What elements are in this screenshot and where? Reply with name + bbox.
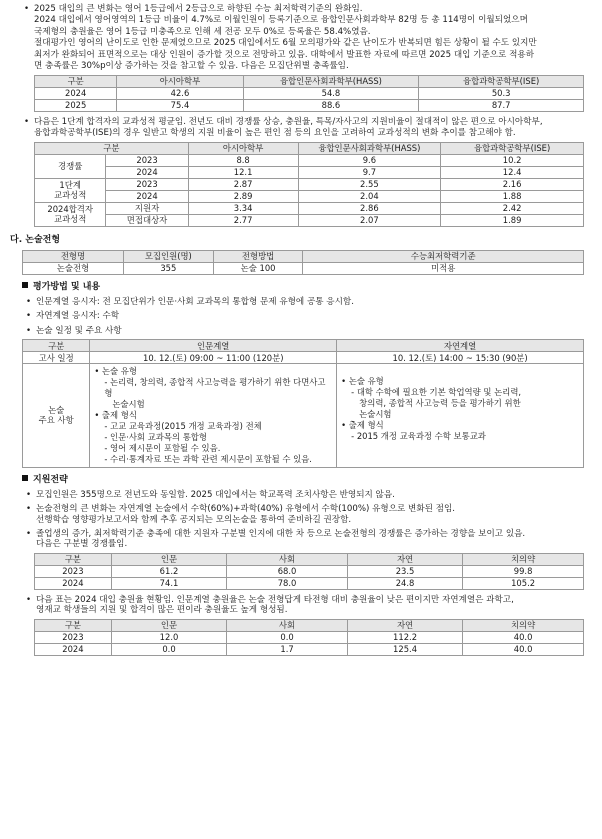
table-cell: 23.5 xyxy=(347,565,462,577)
table-cell: 24.8 xyxy=(347,577,462,589)
bullet-icon: • xyxy=(24,4,30,14)
table-cell: 2.04 xyxy=(298,190,441,202)
text-line: 국제형의 충원율은 영어 1등급 미충족으로 인해 세 전공 모두 0%로 등록율은 58.4%였음. xyxy=(34,26,371,37)
bullet-icon: • xyxy=(26,325,32,336)
text-line: 최저가 완화되어 표면적으로는 대상 인원이 증가할 것으로 전망하고 있음. 대학에서 발표한 자료에 따르면 2025 대입 기준으로 적용하 xyxy=(34,49,534,60)
detail-line: 논술시험 xyxy=(359,409,392,420)
table-cell: 1.89 xyxy=(441,214,584,226)
table-header: 구분 xyxy=(35,75,117,87)
table-header: 전형방법 xyxy=(213,250,303,262)
table-row xyxy=(35,577,584,589)
table-row xyxy=(35,99,584,111)
table-row xyxy=(35,154,584,166)
table-header: 융합과학공학부(ISE) xyxy=(441,142,584,154)
essay-schedule-table xyxy=(22,339,584,467)
table-header: 사회 xyxy=(227,619,348,631)
list-item-text: 졸업생의 증가, 최저학력기준 충족에 대한 지원자 구분별 인지에 대한 차 등으로 논술전형의 경쟁률은 증가하는 경향을 보이고 있음. xyxy=(36,528,526,539)
table-header: 아시아학부 xyxy=(117,75,243,87)
bullet-icon: • xyxy=(26,311,32,322)
table-cell: 40.0 xyxy=(463,643,584,655)
table-header: 융합과학공학부(ISE) xyxy=(419,75,584,87)
list-item-text: 논술 일정 및 주요 사항 xyxy=(36,325,122,336)
row-label-line: 주요 사항 xyxy=(38,415,74,426)
row-label-line: 교과성적 xyxy=(53,190,87,201)
table-header: 융합인문사회과학부(HASS) xyxy=(243,75,419,87)
table-row xyxy=(35,631,584,643)
table-cell: 12.0 xyxy=(111,631,226,643)
list-item-text: 인문계열 응시자: 전 모집단위가 인문·사회 교과목의 통합형 문제 유형에 공통 응시함. xyxy=(36,296,354,307)
table-header: 치의약 xyxy=(463,619,584,631)
table-header: 구분 xyxy=(35,142,189,154)
science-details xyxy=(337,364,584,467)
table-cell: 87.7 xyxy=(419,99,584,111)
bullet-icon: • xyxy=(26,489,32,500)
table-header: 인문계열 xyxy=(90,340,337,352)
table-cell: 논술전형 xyxy=(23,262,124,274)
table-header: 자연 xyxy=(347,619,462,631)
table-cell: 2.42 xyxy=(441,202,584,214)
table-row xyxy=(35,202,584,214)
text-line: 2025 대입의 큰 변화는 영어 1등급에서 2등급으로 하향된 수능 최저학력기준의 완화임. xyxy=(34,4,363,14)
table-row xyxy=(35,643,584,655)
table-cell: 2.16 xyxy=(441,178,584,190)
list-item-text: 다음 표는 2024 대입 충원율 현황임. 인문계열 충원율은 논술 전형답게 타전형 대비 충원율이 낮은 편이지만 자연계열은 과학고, xyxy=(36,594,514,605)
table-cell: 2024 xyxy=(106,166,188,178)
table-cell: 2.87 xyxy=(188,178,298,190)
detail-line: - 영어 제시문이 포함될 수 있음. xyxy=(104,442,221,453)
table-header: 치의약 xyxy=(463,553,584,565)
table-cell: 40.0 xyxy=(463,631,584,643)
grade-paragraph xyxy=(22,117,584,139)
list-item xyxy=(22,490,584,500)
text-line: 융합과학공학부(ISE)의 경우 일반고 학생의 지원 비율이 높은 편인 점 등의 요인을 고려하여 교과성적의 변화 추이를 참고해야 함. xyxy=(34,128,516,139)
table-header: 인문 xyxy=(111,553,226,565)
table-header: 구분 xyxy=(23,340,90,352)
table-cell: 1.7 xyxy=(227,643,348,655)
essay-overview-table xyxy=(22,250,584,275)
table-cell: 2023 xyxy=(35,631,112,643)
detail-line: • 논술 유형 xyxy=(94,366,137,377)
table-cell: 125.4 xyxy=(347,643,462,655)
row-label-line: 교과성적 xyxy=(53,214,87,225)
table-header: 모집인원(명) xyxy=(123,250,213,262)
list-item xyxy=(22,529,584,550)
table-row xyxy=(23,364,584,467)
table-cell: 2.86 xyxy=(298,202,441,214)
detail-line: - 논리력, 창의력, 종합적 사고능력을 평가하기 위한 다면사고형 xyxy=(104,377,326,399)
table-cell: 2023 xyxy=(35,565,112,577)
row-label xyxy=(23,364,90,467)
table-row xyxy=(35,87,584,99)
table-cell: 2.07 xyxy=(298,214,441,226)
table-row xyxy=(35,190,584,202)
humanities-details xyxy=(90,364,337,467)
table-cell: 75.4 xyxy=(117,99,243,111)
bullet-icon: • xyxy=(24,116,30,127)
table-cell: 9.6 xyxy=(298,154,441,166)
table-cell: 99.8 xyxy=(463,565,584,577)
table-row xyxy=(35,166,584,178)
table-cell: 0.0 xyxy=(111,643,226,655)
table-row xyxy=(35,565,584,577)
table-cell: 미적용 xyxy=(303,262,584,274)
text-line: 절대평가인 영어의 난이도로 인한 문제였으므로 2025 대입에서도 6월 모의평가와 같은 난이도가 반복되면 힘든 상황이 될 수도 있지만 xyxy=(34,38,537,49)
fill-rate-table xyxy=(34,619,584,656)
table-cell: 355 xyxy=(123,262,213,274)
detail-line: - 인문·사회 교과목의 통합형 xyxy=(104,431,207,442)
table-cell: 2024 xyxy=(35,643,112,655)
table-cell: 2025 xyxy=(35,99,117,111)
table-cell: 68.0 xyxy=(227,565,348,577)
table-cell: 12.4 xyxy=(441,166,584,178)
list-item-text: 자연계열 응시자: 수학 xyxy=(36,311,120,322)
list-item xyxy=(22,326,584,336)
table-cell: 8.8 xyxy=(188,154,298,166)
detail-line: 논술시험 xyxy=(112,399,145,410)
text-line: 다음은 1단계 합격자의 교과성적 평균임. 전년도 대비 경쟁률 상승, 충원율, 특목/자사고의 지원비율이 절대적이 않은 편으로 아시아학부, xyxy=(34,116,543,127)
detail-line: • 논술 유형 xyxy=(341,376,384,387)
table-cell: 10. 12.(토) 14:00 ~ 15:30 (90분) xyxy=(337,352,584,364)
list-item-text: 영재교 학생들의 지원 및 합격이 많은 편이라 충원율도 높게 형성됨. xyxy=(36,605,288,616)
table-cell: 10.2 xyxy=(441,154,584,166)
table-row xyxy=(23,352,584,364)
table-cell: 88.6 xyxy=(243,99,419,111)
table-cell: 50.3 xyxy=(419,87,584,99)
square-bullet-icon xyxy=(22,475,28,481)
text-line: 2024 대입에서 영어영역의 1등급 비율이 4.7%로 이월인원이 등록기준으로 융합인문사회과학부 82명 등 총 114명이 이월되었으며 xyxy=(34,15,528,26)
bullet-icon: • xyxy=(26,296,32,307)
table-cell: 면접대상자 xyxy=(106,214,188,226)
table-row xyxy=(23,262,584,274)
table-cell: 10. 12.(토) 09:00 ~ 11:00 (120분) xyxy=(90,352,337,364)
detail-line: - 고교 교육과정(2015 개정 교육과정) 전체 xyxy=(104,420,262,431)
table-cell: 12.1 xyxy=(188,166,298,178)
table-cell: 2.77 xyxy=(188,214,298,226)
table-cell: 3.34 xyxy=(188,202,298,214)
table-cell: 2024 xyxy=(106,190,188,202)
table-cell: 112.2 xyxy=(347,631,462,643)
competition-rate-table xyxy=(34,553,584,590)
table-row xyxy=(35,178,584,190)
text-line: 면 충족률은 30%p이상 증가하는 것을 참고할 수 있음. 다음은 모집단위별 충족률임. xyxy=(34,61,349,72)
list-item-text: 모집인원은 355명으로 전년도와 동일함. 2025 대입에서는 학교폭력 조치사항은 반영되지 않음. xyxy=(36,489,395,500)
bullet-icon: • xyxy=(26,594,32,605)
table-header: 전형명 xyxy=(23,250,124,262)
table-header: 사회 xyxy=(227,553,348,565)
list-item-text: 다음은 구분별 경쟁률임. xyxy=(36,539,128,550)
row-label: 경쟁률 xyxy=(35,154,106,178)
table-header: 수능최저학력기준 xyxy=(303,250,584,262)
table-cell: 9.7 xyxy=(298,166,441,178)
table-cell: 2.89 xyxy=(188,190,298,202)
row-label-line: 1단계 xyxy=(59,180,81,191)
table-cell: 지원자 xyxy=(106,202,188,214)
table-cell: 2023 xyxy=(106,178,188,190)
intro-paragraph xyxy=(22,4,584,72)
detail-line: 창의력, 종합적 사고능력 등을 평가하기 위한 xyxy=(359,398,521,409)
list-item xyxy=(22,504,584,525)
table-cell: 42.6 xyxy=(117,87,243,99)
list-item-text: 논술전형의 큰 변화는 자연계열 논술에서 수학(60%)+과학(40%) 유형에서 수학(100%) 유형으로 변화된 점임. xyxy=(36,504,455,515)
bullet-icon: • xyxy=(26,504,32,515)
table-cell: 2.55 xyxy=(298,178,441,190)
square-bullet-icon xyxy=(22,282,28,288)
row-label xyxy=(35,178,106,202)
bullet-icon: • xyxy=(26,528,32,539)
table-cell: 2024 xyxy=(35,87,117,99)
subsection-title xyxy=(22,282,584,293)
subsection-title-text: 지원전략 xyxy=(33,474,68,485)
table-cell: 2023 xyxy=(106,154,188,166)
subsection-title xyxy=(22,475,584,486)
row-label: 고사 일정 xyxy=(23,352,90,364)
table-cell: 1.88 xyxy=(441,190,584,202)
table-header: 구분 xyxy=(35,619,112,631)
table-cell: 2024 xyxy=(35,577,112,589)
subsection-title-text: 평가방법 및 내용 xyxy=(33,281,101,292)
list-item xyxy=(22,595,584,616)
detail-line: • 출제 형식 xyxy=(341,419,384,430)
detail-line: • 출제 형식 xyxy=(94,409,137,420)
row-label xyxy=(35,202,106,226)
table-header: 인문 xyxy=(111,619,226,631)
table-cell: 74.1 xyxy=(111,577,226,589)
list-item-text: 선행학습 영향평가보고서와 함께 추후 공지되는 모의논술을 통하여 준비하길 권장함. xyxy=(36,514,352,525)
section-title: 다. 논술전형 xyxy=(10,234,61,245)
fulfillment-rate-table xyxy=(34,75,584,112)
table-header: 융합인문사회과학부(HASS) xyxy=(298,142,441,154)
detail-line: - 수리·통계자료 또는 과학 관련 제시문이 포함될 수 있음. xyxy=(104,453,312,464)
table-cell: 54.8 xyxy=(243,87,419,99)
table-cell: 0.0 xyxy=(227,631,348,643)
table-cell: 61.2 xyxy=(111,565,226,577)
grade-table xyxy=(34,142,584,227)
detail-line: - 2015 개정 교육과정 수학 보통교과 xyxy=(351,430,486,441)
row-label-line: 2024합격자 xyxy=(47,204,93,215)
table-header: 구분 xyxy=(35,553,112,565)
table-row xyxy=(35,214,584,226)
list-item xyxy=(22,297,584,307)
row-label-line: 논술 xyxy=(48,405,65,416)
detail-line: - 대학 수학에 필요한 기본 학업역량 및 논리력, xyxy=(351,387,522,398)
table-header: 자연 xyxy=(347,553,462,565)
table-cell: 105.2 xyxy=(463,577,584,589)
list-item xyxy=(22,311,584,321)
table-header: 자연계열 xyxy=(337,340,584,352)
table-cell: 78.0 xyxy=(227,577,348,589)
table-cell: 논술 100 xyxy=(213,262,303,274)
table-header: 아시아학부 xyxy=(188,142,298,154)
